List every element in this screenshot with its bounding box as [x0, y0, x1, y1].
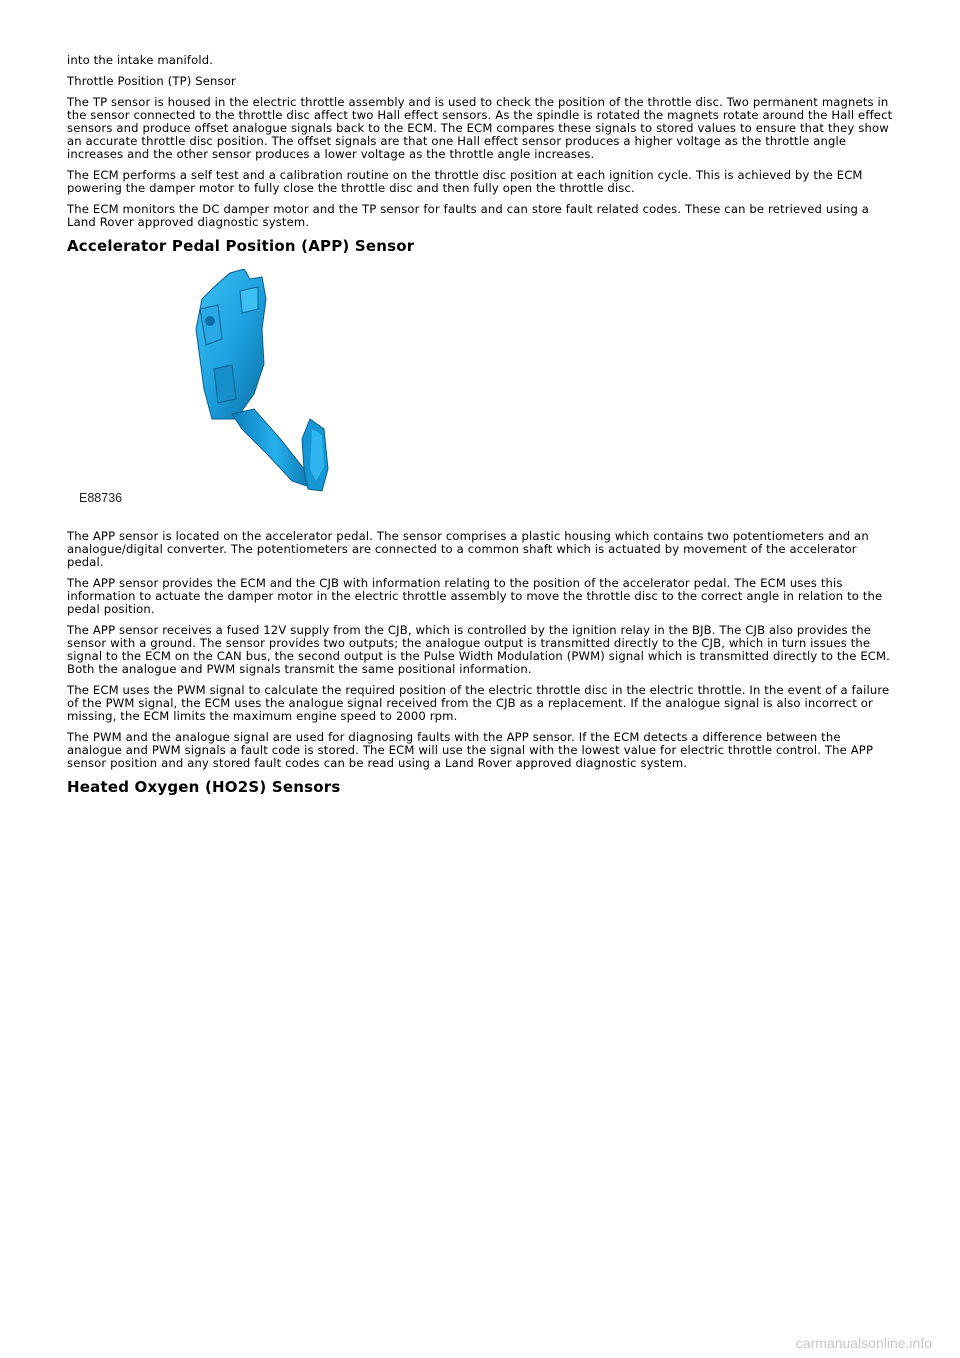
watermark[interactable]: carmanualsonline.info	[795, 1335, 932, 1351]
paragraph-intake-manifold: into the intake manifold.	[67, 53, 214, 67]
accelerator-pedal-illustration	[192, 269, 372, 494]
app-sensor-figure	[67, 269, 897, 509]
paragraph-tp-sensor-description: The TP sensor is housed in the electric throttle assembly and is used to check the position of the throttle disc. Two permanent magnets in the sensor connected to the throttle disc affect two Hall effect sensors. As the spindle is rotated the magnets rotate around the Hall effect sensors and produce offset analogue signals back to the ECM. The ECM compares these signals to stored values to ensure that they show an accurate throttle disc position. The offset signals are that one Hall effect sensor produces a higher voltage as the throttle angle increases and the other sensor produces a lower voltage as the throttle angle increases.	[67, 95, 893, 161]
paragraph-tp-self-test: The ECM performs a self test and a calibration routine on the throttle disc position at each ignition cycle. This is achieved by the ECM powering the damper motor to fully close the throttle disc and then fully open the throttle disc.	[67, 168, 863, 195]
subheading-tp-sensor: Throttle Position (TP) Sensor	[67, 74, 236, 88]
figure-caption: E88736	[79, 491, 123, 505]
heading-app-sensor: Accelerator Pedal Position (APP) Sensor	[67, 237, 415, 255]
paragraph-app-pwm: The ECM uses the PWM signal to calculate the required position of the electric throttle disc in the electric throttle. In the event of a failure of the PWM signal, the ECM uses the analogue signal received from the CJB as a replacement. If the analogue signal is also incorrect or missing, the ECM limits the maximum engine speed to 2000 rpm.	[67, 683, 890, 723]
paragraph-app-diagnosis: The PWM and the analogue signal are used for diagnosing faults with the APP sensor. If the ECM detects a difference between the analogue and PWM signals a fault code is stored. The ECM will use the signal with the lowest value for electric throttle control. The APP sensor position and any stored fault codes can be read using a Land Rover approved diagnostic system.	[67, 730, 874, 770]
heading-ho2s-sensors: Heated Oxygen (HO2S) Sensors	[67, 778, 341, 796]
manual-page	[67, 54, 897, 810]
paragraph-tp-fault-monitoring: The ECM monitors the DC damper motor and the TP sensor for faults and can store fault related codes. These can be retrieved using a Land Rover approved diagnostic system.	[67, 202, 870, 229]
paragraph-app-location: The APP sensor is located on the accelerator pedal. The sensor comprises a plastic housing which contains two potentiometers and an analogue/digital converter. The potentiometers are connected to a common shaft which is actuated by movement of the accelerator pedal.	[67, 529, 869, 569]
paragraph-app-supply: The APP sensor receives a fused 12V supply from the CJB, which is controlled by the ignition relay in the BJB. The CJB also provides the sensor with a ground. The sensor provides two outputs; the analogue output is transmitted directly to the CJB, which in turn issues the signal to the ECM on the CAN bus, the second output is the Pulse Width Modulation (PWM) signal which is transmitted directly to the ECM. Both the analogue and PWM signals transmit the same positional information.	[67, 623, 891, 676]
paragraph-app-information: The APP sensor provides the ECM and the CJB with information relating to the position of the accelerator pedal. The ECM uses this information to actuate the damper motor in the electric throttle assembly to move the throttle disc to the correct angle in relation to the pedal position.	[67, 576, 883, 616]
